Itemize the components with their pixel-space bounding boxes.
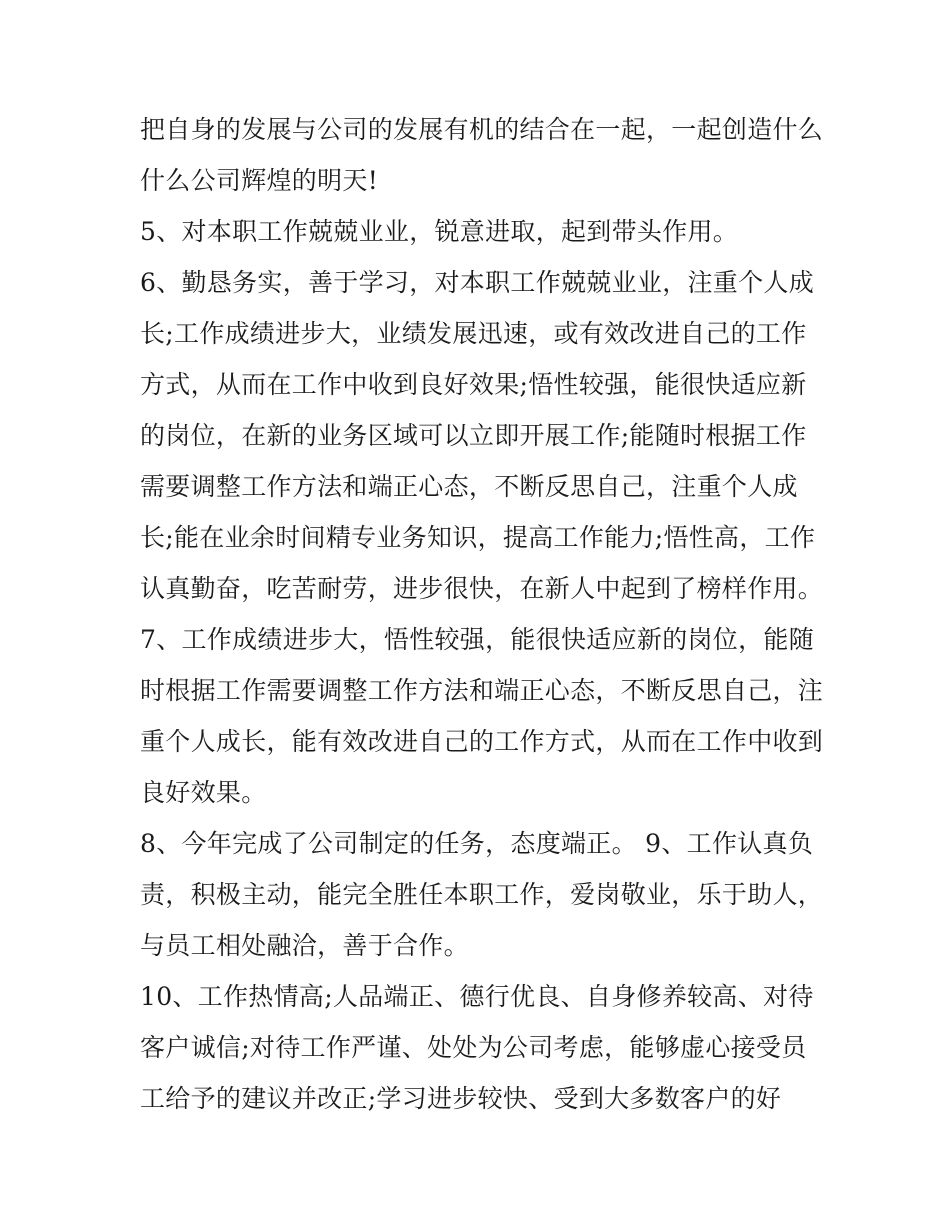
text-line: 7、工作成绩进步大，悟性较强，能很快适应新的岗位，能随 [140, 625, 815, 654]
text-line: 时根据工作需要调整工作方法和端正心态，不断反思自己，注 [140, 676, 824, 705]
text-line: 责，积极主动，能完全胜任本职工作，爱岗敬业，乐于助人， [140, 880, 824, 909]
text-line: 工给予的建议并改正;学习进步较快、受到大多数客户的好 [140, 1084, 782, 1113]
text-line: 方式，从而在工作中收到良好效果;悟性较强，能很快适应新 [140, 370, 807, 399]
text-line: 认真勤奋，吃苦耐劳，进步很快，在新人中起到了榜样作用。 [140, 574, 824, 603]
text-line: 长;能在业余时间精专业务知识，提高工作能力;悟性高，工作 [140, 523, 816, 552]
text-line: 良好效果。 [140, 778, 267, 807]
text-line: 6、勤恳务实，善于学习，对本职工作兢兢业业，注重个人成 [140, 268, 815, 297]
text-line: 重个人成长，能有效改进自己的工作方式，从而在工作中收到 [140, 727, 824, 756]
text-line: 需要调整工作方法和端正心态，不断反思自己，注重个人成 [140, 472, 798, 501]
text-line: 10、工作热情高;人品端正、德行优良、自身修养较高、对待 [140, 982, 814, 1011]
text-line: 把自身的发展与公司的发展有机的结合在一起，一起创造什么 [140, 115, 824, 144]
text-line: 什么公司辉煌的明天! [140, 166, 379, 195]
text-line: 8、今年完成了公司制定的任务，态度端正。 9、工作认真负 [140, 829, 814, 858]
text-line: 的岗位，在新的业务区域可以立即开展工作;能随时根据工作 [140, 421, 807, 450]
text-line: 5、对本职工作兢兢业业，锐意进取，起到带头作用。 [140, 217, 739, 246]
text-line: 长;工作成绩进步大，业绩发展迅速，或有效改进自己的工作 [140, 319, 807, 348]
text-line: 与员工相处融洽，善于合作。 [140, 931, 469, 960]
text-line: 客户诚信;对待工作严谨、处处为公司考虑，能够虚心接受员 [140, 1033, 807, 1062]
